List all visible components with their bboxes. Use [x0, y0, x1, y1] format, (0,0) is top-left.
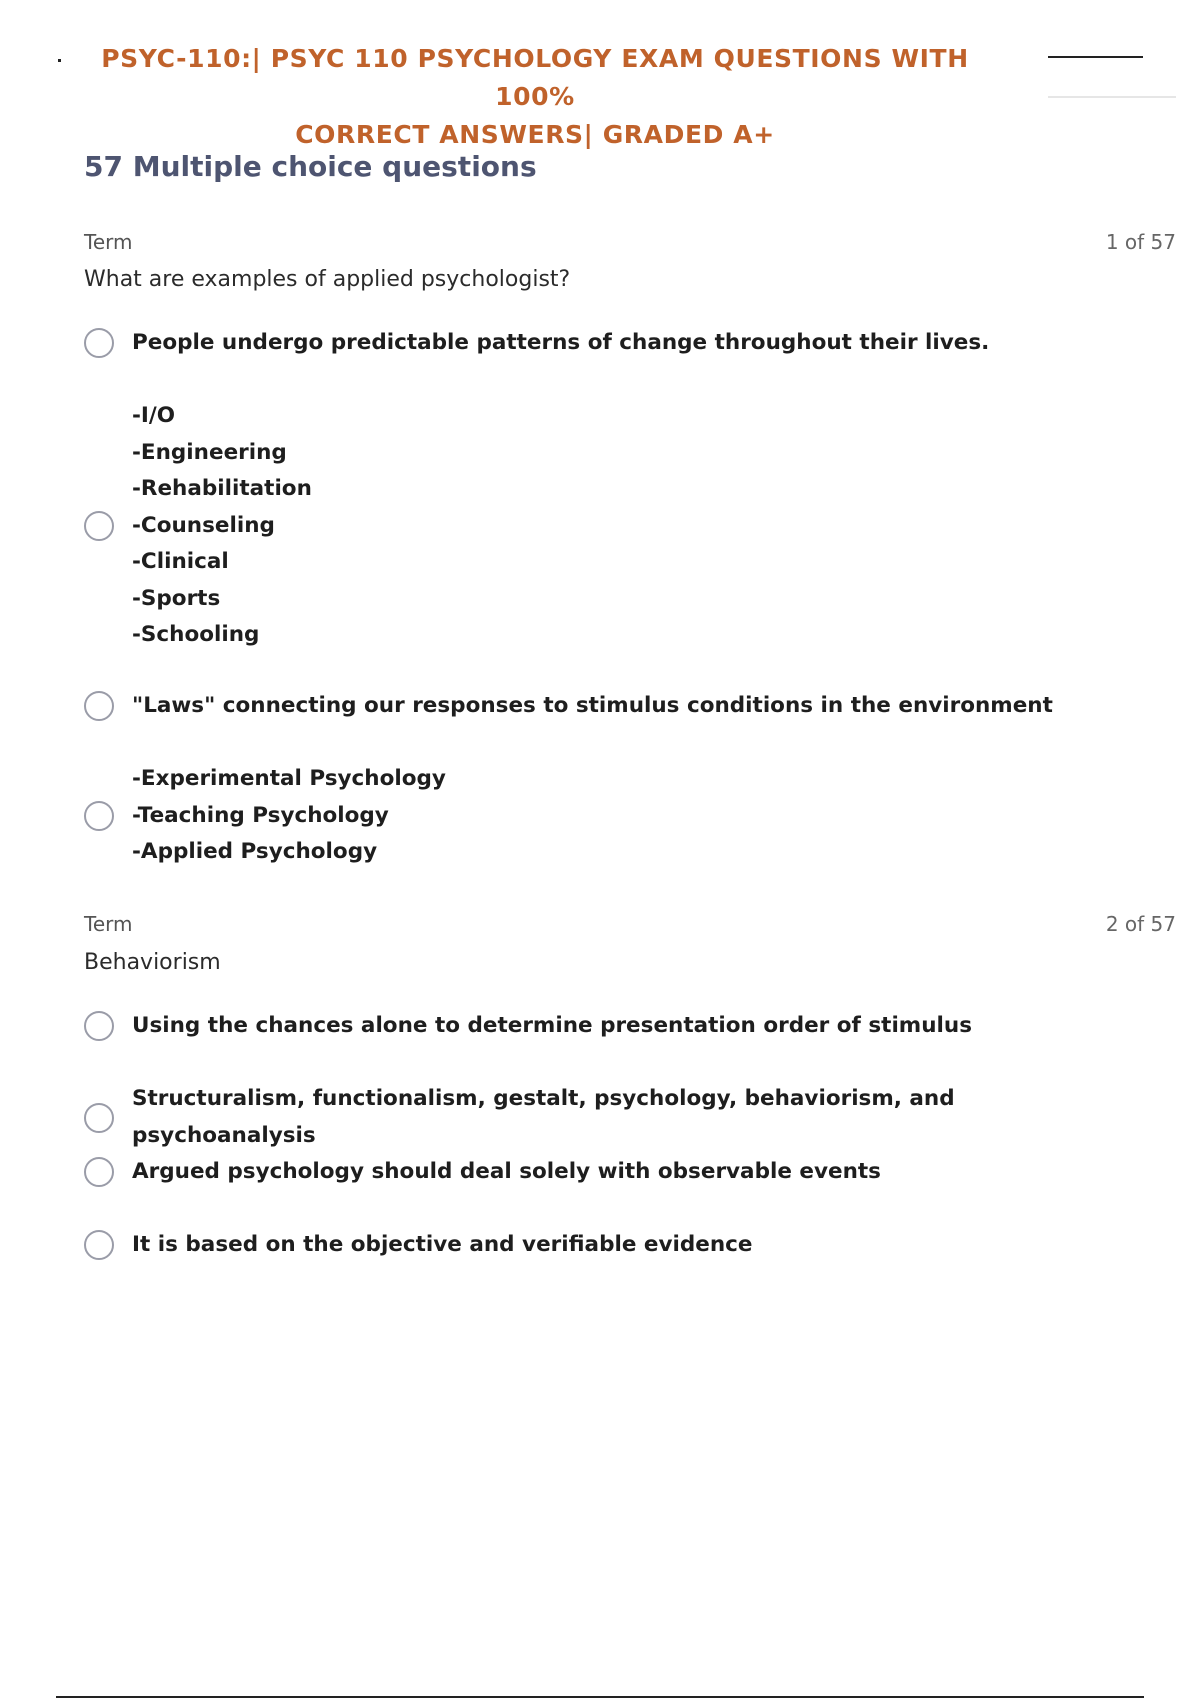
answer-option-line: -Teaching Psychology	[132, 802, 389, 828]
document-title-line-1: PSYC-110:| PSYC 110 PSYCHOLOGY EXAM QUESTIONS WITH 100%	[101, 44, 969, 111]
radio-unselected-icon[interactable]	[84, 1157, 114, 1187]
answer-option-text: "Laws" connecting our responses to stimulus conditions in the environment	[132, 693, 1053, 718]
answer-option-text: Argued psychology should deal solely with observable events	[132, 1159, 881, 1184]
question-prompt: Behaviorism	[84, 950, 221, 975]
answer-option[interactable]	[84, 1227, 1144, 1264]
document-title-line-2: CORRECT ANSWERS| GRADED A+	[295, 120, 775, 149]
answer-option[interactable]	[84, 688, 1144, 725]
answer-option-line: -Experimental Psychology	[132, 766, 446, 791]
answer-option-line: -Rehabilitation	[132, 476, 312, 501]
footer-rule	[56, 1696, 1144, 1698]
answer-option-text: People undergo predictable patterns of change throughout their lives.	[132, 330, 990, 355]
header-rule	[1048, 56, 1143, 58]
radio-unselected-icon[interactable]	[84, 801, 114, 831]
answer-option-line: -I/O	[132, 403, 176, 428]
radio-unselected-icon[interactable]	[84, 328, 114, 358]
radio-unselected-icon[interactable]	[84, 511, 114, 541]
term-label: Term	[84, 230, 133, 254]
question-counter: 2 of 57	[1105, 912, 1176, 936]
radio-unselected-icon[interactable]	[84, 1103, 114, 1133]
answer-option[interactable]	[84, 1154, 1144, 1191]
question-counter: 1 of 57	[1105, 230, 1176, 254]
radio-unselected-icon[interactable]	[84, 1230, 114, 1260]
answer-option[interactable]	[84, 761, 1144, 871]
answer-option[interactable]	[84, 1081, 1144, 1154]
term-label: Term	[84, 912, 133, 936]
answer-option-text: Structuralism, functionalism, gestalt, psychology, behaviorism, and psychoanalysis	[132, 1086, 955, 1148]
radio-unselected-icon[interactable]	[84, 1011, 114, 1041]
answer-option-line: -Applied Psychology	[132, 839, 378, 864]
header-rule-light	[1048, 96, 1176, 98]
quiz-title: 57 Multiple choice questions	[84, 150, 537, 183]
answer-option[interactable]	[84, 398, 1144, 654]
answer-option-line: -Sports	[132, 585, 221, 611]
answer-option-line: -Clinical	[132, 549, 229, 574]
answer-option-line: -Schooling	[132, 622, 260, 647]
document-title	[60, 40, 1010, 154]
answer-option-line: -Engineering	[132, 439, 287, 465]
answer-option-text: It is based on the objective and verifiable evidence	[132, 1232, 753, 1257]
answer-option-line: -Counseling	[132, 512, 275, 538]
question-prompt: What are examples of applied psychologist?	[84, 267, 571, 292]
answer-option-text: Using the chances alone to determine presentation order of stimulus	[132, 1013, 972, 1038]
answer-option[interactable]	[84, 325, 1144, 362]
answer-option[interactable]	[84, 1008, 1144, 1045]
radio-unselected-icon[interactable]	[84, 691, 114, 721]
